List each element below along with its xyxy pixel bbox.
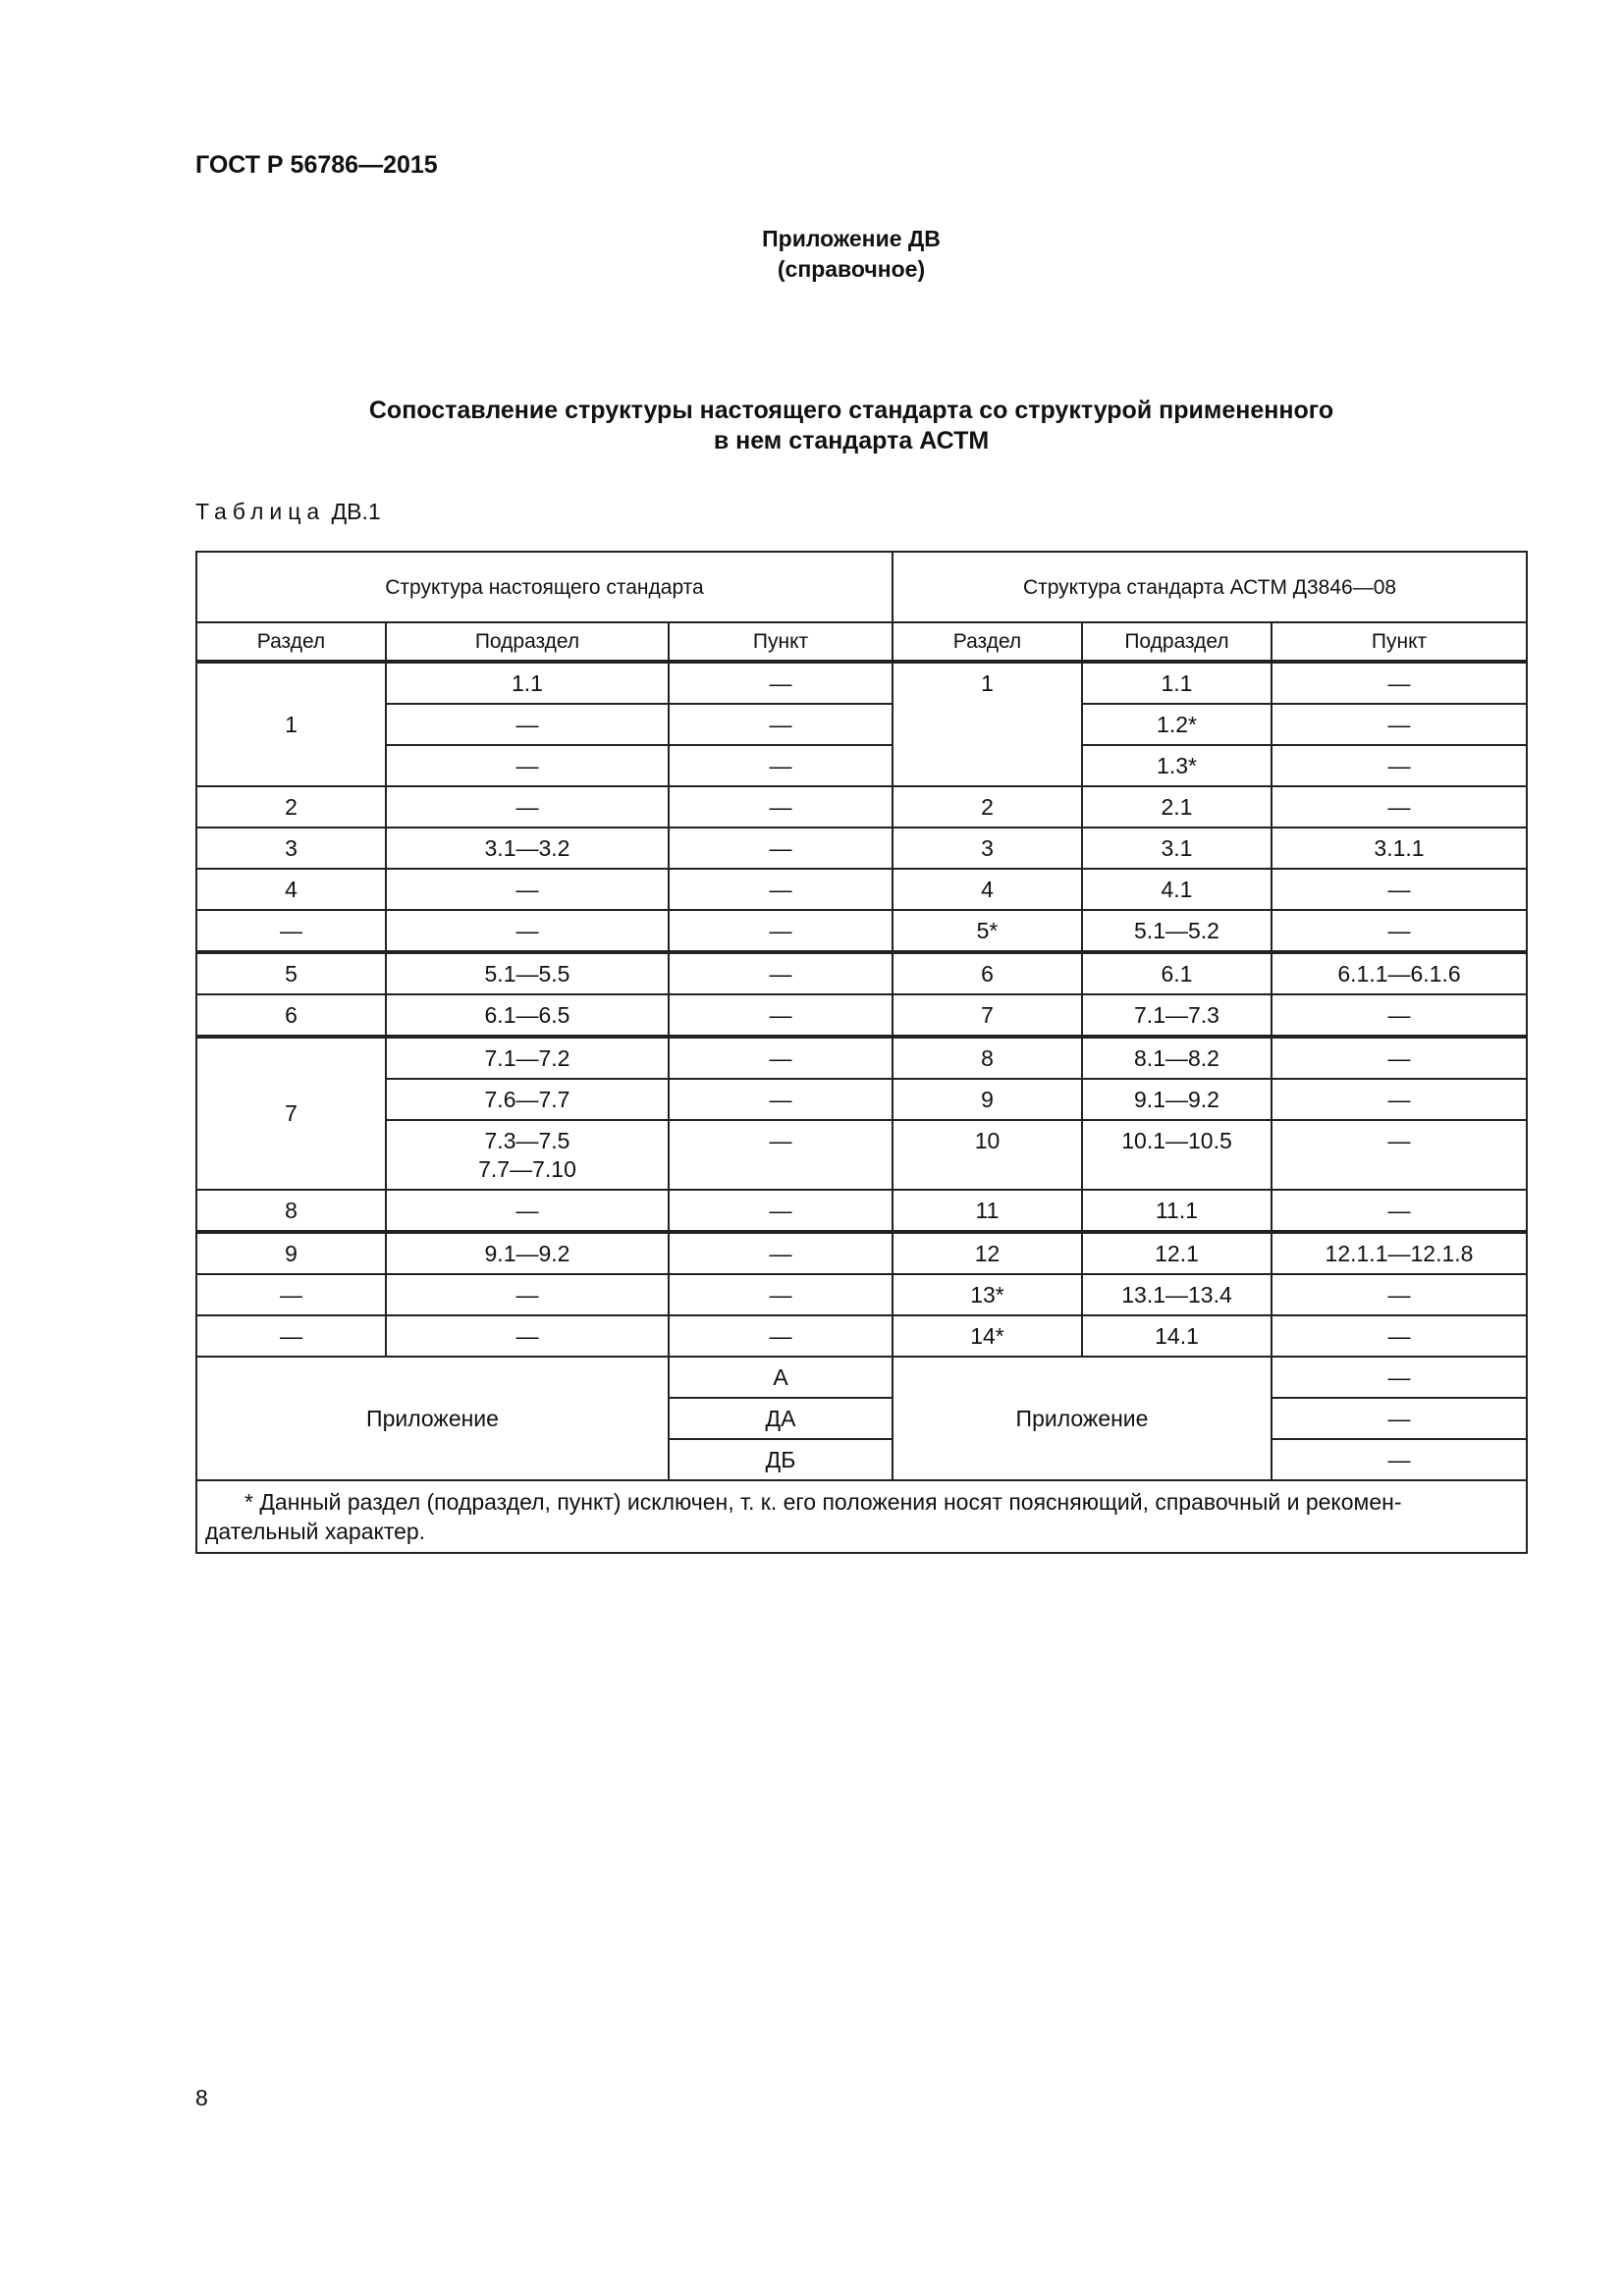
cell-left-item: — (669, 952, 893, 994)
cell-right-subsection: 12.1 (1082, 1232, 1272, 1274)
appendix-left-item: А (669, 1357, 893, 1398)
cell-right-item: — (1272, 1120, 1527, 1190)
cell-left-subsection: 7.6—7.7 (386, 1079, 669, 1120)
document-code: ГОСТ Р 56786—2015 (195, 151, 438, 179)
cell-left-subsection: 9.1—9.2 (386, 1232, 669, 1274)
footnote-row (196, 1480, 1527, 1553)
cell-left-subsection: 5.1—5.5 (386, 952, 669, 994)
cell-left-section: 7 (196, 1037, 386, 1190)
cell-right-section: 8 (893, 1037, 1082, 1079)
cell-right-item: — (1272, 1274, 1527, 1315)
cell-right-subsection: 8.1—8.2 (1082, 1037, 1272, 1079)
table-row (196, 1079, 1527, 1120)
cell-right-item: — (1272, 1037, 1527, 1079)
cell-right-section: 3 (893, 828, 1082, 869)
page-number: 8 (195, 2085, 208, 2110)
cell-left-item: — (669, 786, 893, 828)
annex-kind: (справочное) (777, 256, 926, 282)
cell-right-section: 6 (893, 952, 1082, 994)
table-column-header (196, 622, 1527, 662)
cell-right-item: 6.1.1—6.1.6 (1272, 952, 1527, 994)
cell-right-item: — (1272, 910, 1527, 952)
cell-left-subsection: — (386, 704, 669, 745)
cell-right-subsection: 11.1 (1082, 1190, 1272, 1232)
cell-left-subsection: — (386, 869, 669, 910)
annex-block (0, 224, 1624, 285)
table-row (196, 828, 1527, 869)
cell-left-item: — (669, 662, 893, 704)
cell-left-section: 5 (196, 952, 386, 994)
cell-right-section: 5* (893, 910, 1082, 952)
cell-right-item: — (1272, 1079, 1527, 1120)
cell-left-subsection: — (386, 745, 669, 786)
table-caption-word: Таблица (195, 499, 326, 524)
table-row (196, 786, 1527, 828)
cell-right-item: — (1272, 662, 1527, 704)
cell-right-section: 4 (893, 869, 1082, 910)
table-caption-number: ДВ.1 (331, 499, 381, 524)
column-header: Подраздел (386, 622, 669, 662)
group-header-astm-standard: Структура стандарта АСТМ Д3846—08 (893, 552, 1527, 622)
cell-left-section: 3 (196, 828, 386, 869)
cell-right-subsection: 6.1 (1082, 952, 1272, 994)
appendix-right-item: — (1272, 1439, 1527, 1480)
cell-right-section: 9 (893, 1079, 1082, 1120)
cell-right-section: 11 (893, 1190, 1082, 1232)
appendix-left-item: ДБ (669, 1439, 893, 1480)
cell-left-section: 2 (196, 786, 386, 828)
appendix-row (196, 1357, 1527, 1398)
cell-right-subsection: 14.1 (1082, 1315, 1272, 1357)
cell-left-item: — (669, 1315, 893, 1357)
cell-right-subsection: 10.1—10.5 (1082, 1120, 1272, 1190)
cell-right-item: — (1272, 994, 1527, 1037)
column-header: Раздел (196, 622, 386, 662)
cell-left-subsection: — (386, 1315, 669, 1357)
cell-left-section: 6 (196, 994, 386, 1037)
appendix-right-label: Приложение (893, 1357, 1272, 1480)
table-row (196, 1190, 1527, 1232)
cell-left-subsection: 6.1—6.5 (386, 994, 669, 1037)
cell-left-subsection: — (386, 1274, 669, 1315)
cell-left-item: — (669, 910, 893, 952)
cell-right-subsection: 9.1—9.2 (1082, 1079, 1272, 1120)
cell-left-subsection (386, 1120, 669, 1190)
table-row (196, 1315, 1527, 1357)
table-row (196, 910, 1527, 952)
cell-left-section: — (196, 1315, 386, 1357)
table-row (196, 1120, 1527, 1190)
table-row (196, 952, 1527, 994)
cell-right-item: 12.1.1—12.1.8 (1272, 1232, 1527, 1274)
appendix-left-item: ДА (669, 1398, 893, 1439)
table-row (196, 745, 1527, 786)
cell-right-subsection: 13.1—13.4 (1082, 1274, 1272, 1315)
cell-left-subsection: 3.1—3.2 (386, 828, 669, 869)
cell-left-item: — (669, 1037, 893, 1079)
cell-right-item: — (1272, 745, 1527, 786)
cell-left-section: 8 (196, 1190, 386, 1232)
cell-right-subsection: 1.2* (1082, 704, 1272, 745)
appendix-left-label: Приложение (196, 1357, 669, 1480)
cell-left-item: — (669, 1079, 893, 1120)
cell-left-item: — (669, 828, 893, 869)
cell-right-subsection: 7.1—7.3 (1082, 994, 1272, 1037)
cell-right-section: 13* (893, 1274, 1082, 1315)
cell-left-item: — (669, 1274, 893, 1315)
cell-right-item: — (1272, 704, 1527, 745)
table-row (196, 1274, 1527, 1315)
comparison-table (195, 551, 1528, 1554)
cell-right-section: 1 (893, 662, 1082, 786)
cell-right-subsection: 4.1 (1082, 869, 1272, 910)
cell-left-item: — (669, 745, 893, 786)
table-caption (195, 499, 381, 525)
cell-right-subsection: 1.3* (1082, 745, 1272, 786)
subsection-line: 7.3—7.5 (484, 1128, 570, 1153)
cell-left-section: — (196, 1274, 386, 1315)
footnote-line-1: * Данный раздел (подраздел, пункт) исключен, т. к. его положения носят поясняющий, справочный и рекомен- (244, 1489, 1402, 1515)
cell-left-item: — (669, 1120, 893, 1190)
cell-right-item: — (1272, 786, 1527, 828)
cell-left-item: — (669, 994, 893, 1037)
cell-left-item: — (669, 1190, 893, 1232)
cell-left-item: — (669, 1232, 893, 1274)
column-header: Пункт (1272, 622, 1527, 662)
cell-right-item: — (1272, 869, 1527, 910)
cell-right-subsection: 2.1 (1082, 786, 1272, 828)
section-heading (0, 396, 1624, 456)
group-header-this-standard: Структура настоящего стандарта (196, 552, 893, 622)
table-row (196, 1232, 1527, 1274)
cell-left-subsection: — (386, 1190, 669, 1232)
heading-line-1: Сопоставление структуры настоящего стандарта со структурой примененного (368, 397, 1334, 424)
cell-right-section: 7 (893, 994, 1082, 1037)
subsection-line: 7.7—7.10 (478, 1156, 576, 1182)
table-row (196, 704, 1527, 745)
table-row (196, 869, 1527, 910)
cell-right-section: 2 (893, 786, 1082, 828)
cell-left-section: 1 (196, 662, 386, 786)
cell-right-item: — (1272, 1315, 1527, 1357)
table-row (196, 1037, 1527, 1079)
cell-left-subsection: 7.1—7.2 (386, 1037, 669, 1079)
cell-right-section: 14* (893, 1315, 1082, 1357)
footnote-line-2: дательный характер. (205, 1519, 426, 1544)
cell-left-item: — (669, 869, 893, 910)
cell-right-item: 3.1.1 (1272, 828, 1527, 869)
table-group-header (196, 552, 1527, 622)
appendix-right-item: — (1272, 1398, 1527, 1439)
cell-right-item: — (1272, 1190, 1527, 1232)
cell-right-subsection: 5.1—5.2 (1082, 910, 1272, 952)
cell-right-section: 12 (893, 1232, 1082, 1274)
annex-title: Приложение ДВ (762, 226, 941, 251)
column-header: Раздел (893, 622, 1082, 662)
cell-right-section: 10 (893, 1120, 1082, 1190)
cell-left-subsection: — (386, 910, 669, 952)
cell-left-item: — (669, 704, 893, 745)
cell-right-subsection: 3.1 (1082, 828, 1272, 869)
appendix-right-item: — (1272, 1357, 1527, 1398)
table-row (196, 994, 1527, 1037)
column-header: Подраздел (1082, 622, 1272, 662)
cell-left-section: 9 (196, 1232, 386, 1274)
column-header: Пункт (669, 622, 893, 662)
heading-line-2: в нем стандарта АСТМ (713, 427, 990, 454)
cell-left-subsection: 1.1 (386, 662, 669, 704)
cell-left-subsection: — (386, 786, 669, 828)
cell-right-subsection: 1.1 (1082, 662, 1272, 704)
cell-left-section: — (196, 910, 386, 952)
table-row (196, 662, 1527, 704)
table-footnote (196, 1480, 1527, 1553)
cell-left-section: 4 (196, 869, 386, 910)
